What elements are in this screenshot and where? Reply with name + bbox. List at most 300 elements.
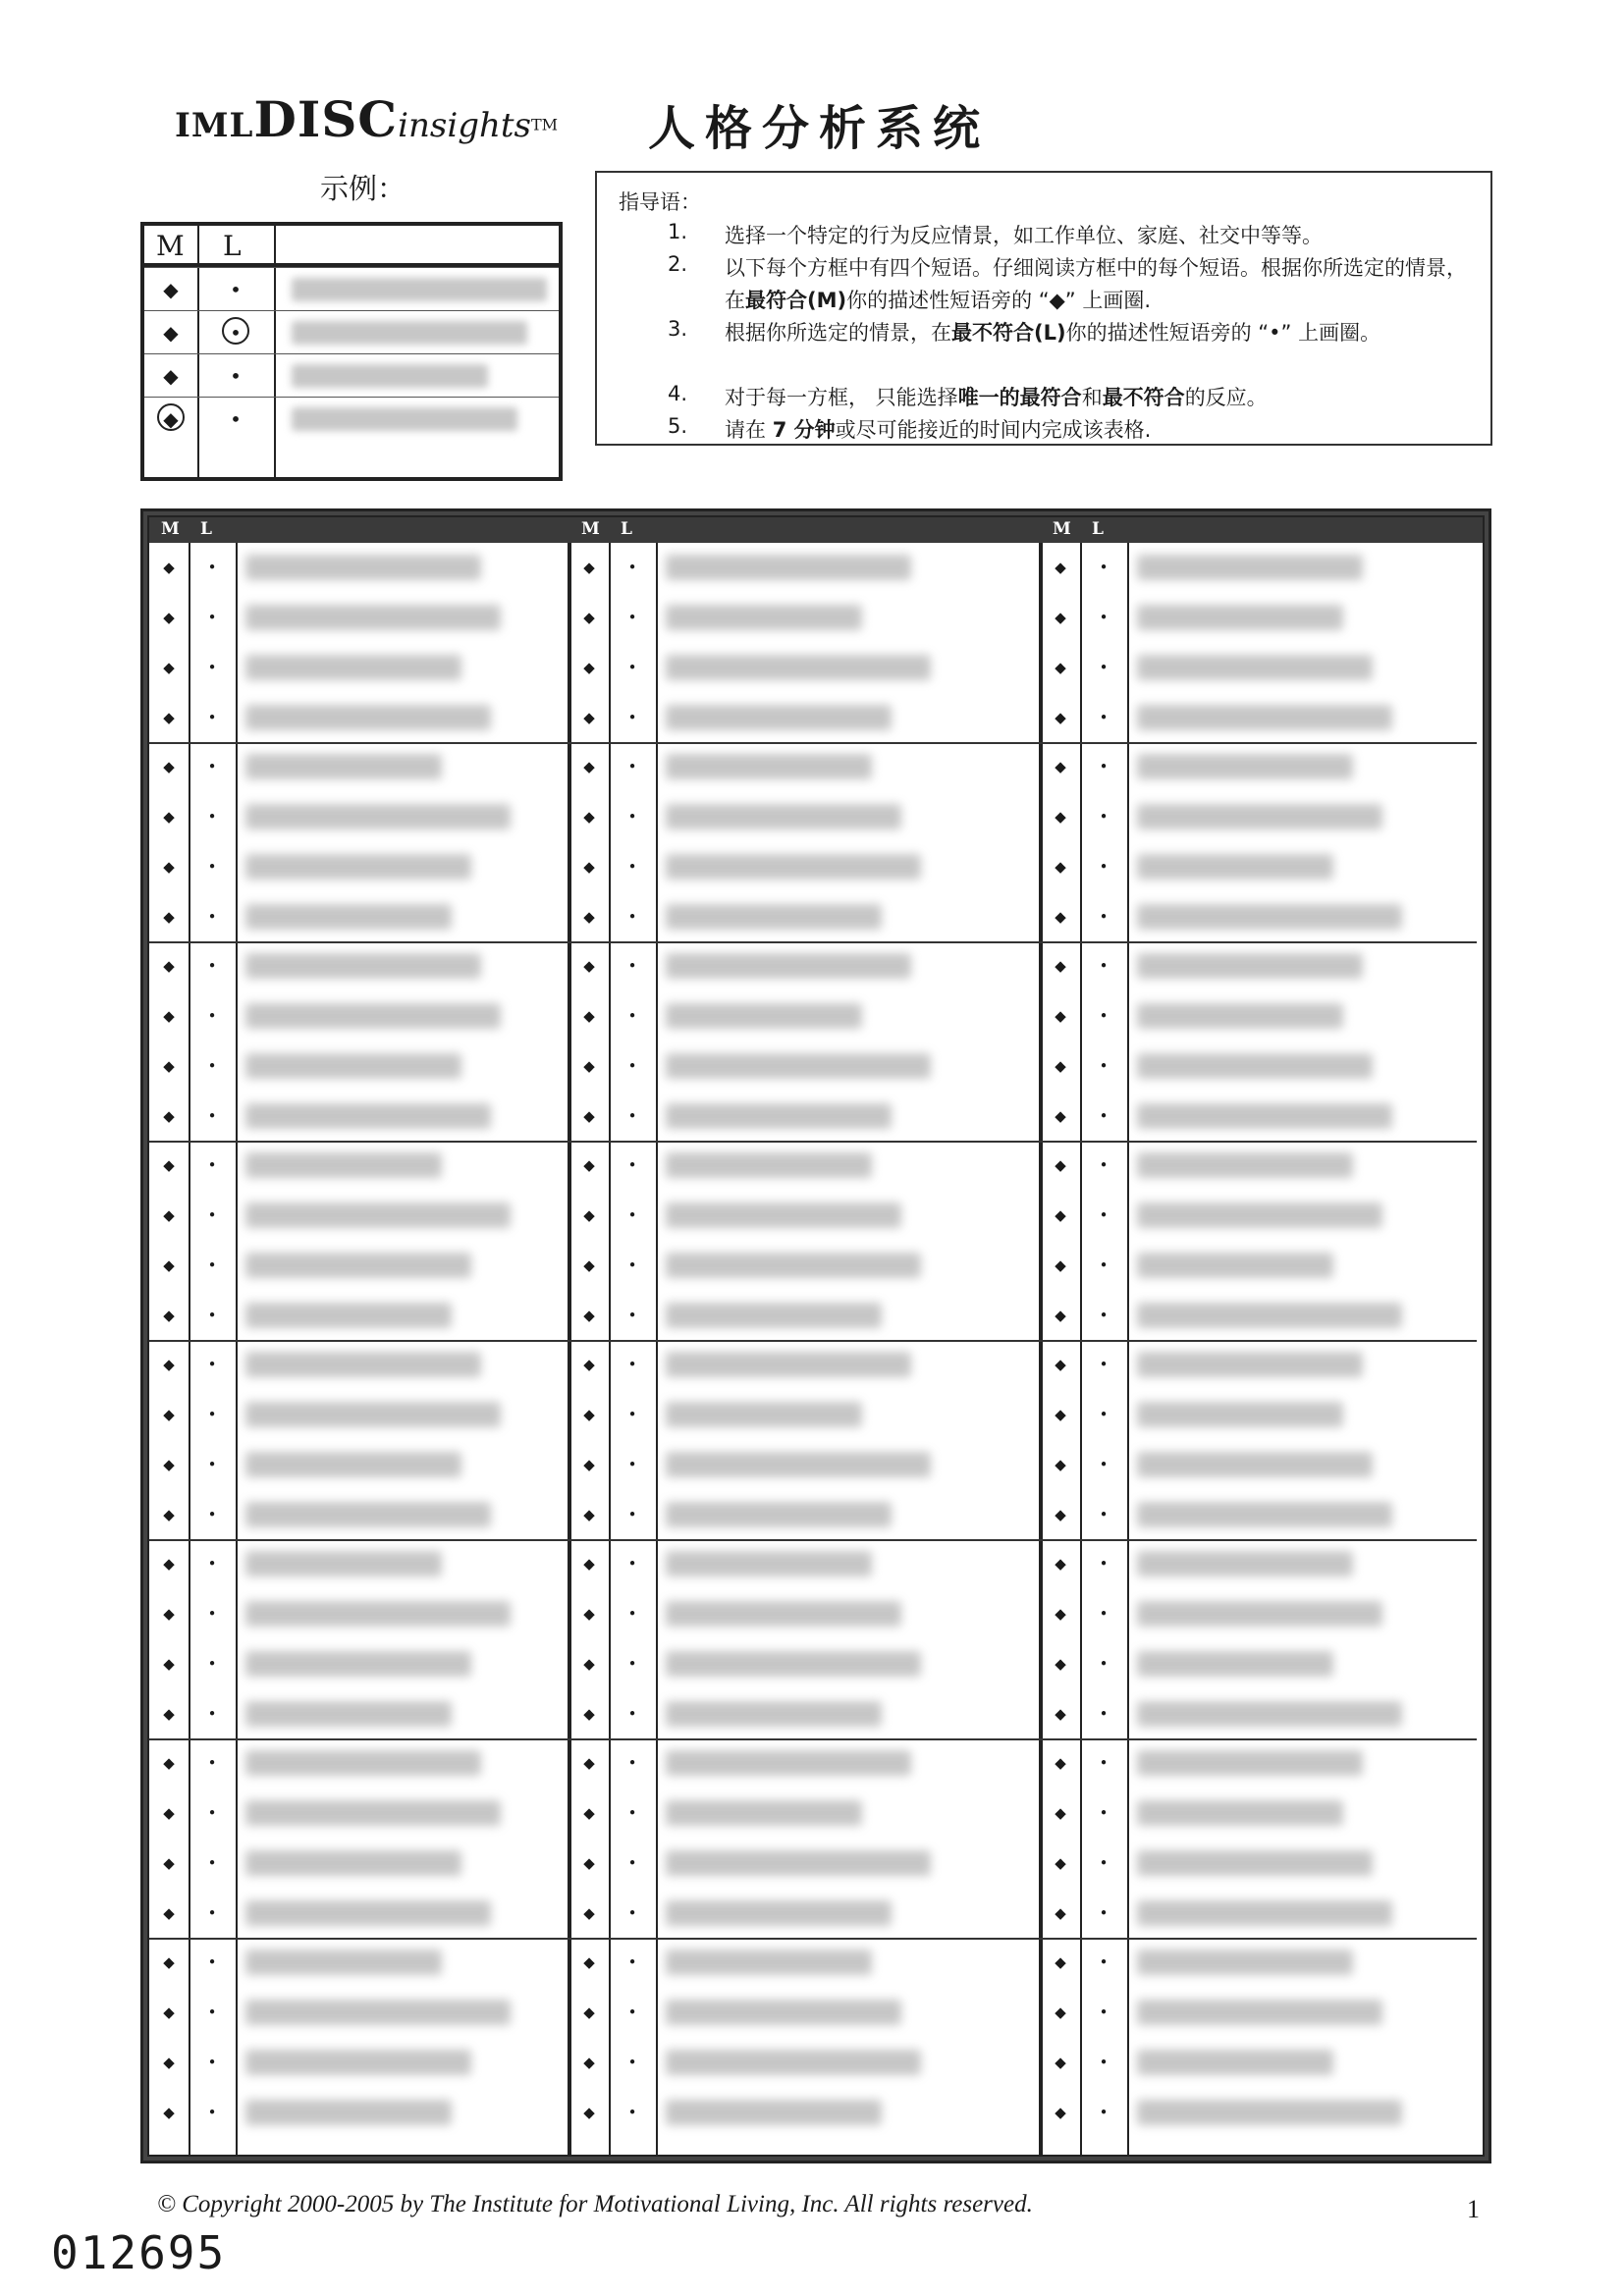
least-dot-option[interactable]: •: [627, 658, 637, 676]
redacted-phrase: [1137, 854, 1333, 880]
most-diamond-option[interactable]: ◆: [163, 1255, 175, 1274]
most-diamond-option[interactable]: ◆: [583, 857, 595, 876]
redacted-phrase: [245, 1551, 442, 1576]
redacted-phrase: [666, 655, 931, 680]
logo-main: DISC: [253, 90, 399, 148]
least-dot-option[interactable]: •: [627, 907, 637, 926]
most-diamond-option[interactable]: ◆: [1055, 559, 1066, 577]
most-diamond-option[interactable]: ◆: [583, 708, 595, 726]
redacted-phrase: [1137, 754, 1353, 779]
most-diamond-option[interactable]: ◆: [583, 2103, 595, 2121]
most-diamond-option[interactable]: ◆: [1055, 1455, 1066, 1473]
redacted-phrase: [1137, 655, 1373, 680]
group-separator: [149, 1141, 1477, 1143]
example-row: [144, 267, 559, 311]
table-body: [147, 515, 1485, 2157]
least-dot-option[interactable]: •: [1099, 1255, 1109, 1274]
least-dot-option[interactable]: •: [1099, 1455, 1109, 1473]
most-diamond-option[interactable]: ◆: [1055, 907, 1066, 926]
least-dot-option[interactable]: •: [1099, 2053, 1109, 2071]
group-separator: [149, 1340, 1477, 1342]
least-dot-option[interactable]: •: [207, 1555, 217, 1574]
table-header-bar: [149, 517, 1483, 543]
most-diamond-option[interactable]: ◆: [583, 1505, 595, 1523]
most-diamond-option[interactable]: ◆: [163, 1206, 175, 1225]
redacted-phrase: [292, 278, 547, 301]
most-diamond-option[interactable]: ◆: [1055, 1853, 1066, 1872]
redacted-phrase: [666, 953, 911, 979]
least-dot-option[interactable]: •: [627, 1306, 637, 1324]
least-dot-option[interactable]: •: [627, 2003, 637, 2022]
least-dot-option[interactable]: •: [207, 1455, 217, 1473]
most-diamond-option[interactable]: ◆: [1055, 1903, 1066, 1922]
example-box: [140, 222, 563, 481]
redacted-phrase: [1137, 1303, 1402, 1328]
least-dot-option[interactable]: •: [1099, 2103, 1109, 2121]
least-dot-option[interactable]: •: [1099, 1953, 1109, 1972]
most-diamond-option[interactable]: ◆: [583, 1255, 595, 1274]
most-diamond-option[interactable]: ◆: [163, 1505, 175, 1523]
least-dot-option[interactable]: •: [207, 808, 217, 827]
most-diamond-option[interactable]: ◆: [583, 1007, 595, 1026]
redacted-phrase: [245, 1352, 481, 1377]
redacted-phrase: [666, 1850, 931, 1876]
least-dot-option[interactable]: •: [207, 658, 217, 676]
least-dot-option[interactable]: •: [207, 1206, 217, 1225]
most-diamond-option[interactable]: ◆: [583, 1056, 595, 1075]
least-dot-option[interactable]: •: [207, 559, 217, 577]
most-diamond-option[interactable]: ◆: [1055, 1356, 1066, 1374]
example-label: 示例：: [320, 172, 406, 205]
most-diamond-option[interactable]: ◆: [163, 708, 175, 726]
redacted-phrase: [292, 407, 517, 431]
least-dot-option[interactable]: •: [207, 1356, 217, 1374]
least-dot-option[interactable]: •: [627, 1754, 637, 1773]
most-diamond-option[interactable]: ◆: [1055, 2103, 1066, 2121]
least-dot-option[interactable]: •: [627, 1953, 637, 1972]
most-diamond-option[interactable]: ◆: [583, 1654, 595, 1673]
least-dot-option[interactable]: •: [627, 1804, 637, 1823]
redacted-phrase: [666, 1949, 872, 1975]
redacted-phrase: [245, 1502, 491, 1527]
most-diamond-option[interactable]: ◆: [1055, 708, 1066, 726]
least-dot-option[interactable]: •: [1099, 758, 1109, 776]
most-diamond-option[interactable]: ◆: [1055, 1406, 1066, 1424]
example-l-dot: •: [230, 278, 242, 301]
most-diamond-option[interactable]: ◆: [163, 1056, 175, 1075]
example-l-dot: •: [230, 321, 242, 345]
redacted-phrase: [666, 1402, 862, 1427]
most-diamond-option[interactable]: ◆: [1055, 1206, 1066, 1225]
column-header-m: M: [161, 519, 180, 539]
least-dot-option[interactable]: •: [1099, 1555, 1109, 1574]
most-diamond-option[interactable]: ◆: [1055, 1306, 1066, 1324]
most-diamond-option[interactable]: ◆: [1055, 2053, 1066, 2071]
most-diamond-option[interactable]: ◆: [1055, 1654, 1066, 1673]
least-dot-option[interactable]: •: [1099, 1356, 1109, 1374]
least-dot-option[interactable]: •: [1099, 857, 1109, 876]
least-dot-option[interactable]: •: [207, 2003, 217, 2022]
example-row: [144, 353, 559, 398]
redacted-phrase: [245, 1750, 481, 1776]
most-diamond-option[interactable]: ◆: [1055, 1505, 1066, 1523]
redacted-phrase: [666, 1452, 931, 1477]
most-diamond-option[interactable]: ◆: [1055, 1555, 1066, 1574]
redacted-phrase: [666, 1253, 921, 1278]
least-dot-option[interactable]: •: [207, 1853, 217, 1872]
least-dot-option[interactable]: •: [207, 957, 217, 976]
column-header-l: L: [1092, 519, 1104, 539]
most-diamond-option[interactable]: ◆: [163, 1654, 175, 1673]
instruction-text: [725, 252, 1481, 317]
most-diamond-option[interactable]: ◆: [1055, 1056, 1066, 1075]
least-dot-option[interactable]: •: [627, 1853, 637, 1872]
most-diamond-option[interactable]: ◆: [1055, 2003, 1066, 2022]
redacted-phrase: [666, 1303, 882, 1328]
redacted-phrase: [1137, 1103, 1392, 1129]
redacted-phrase: [666, 2050, 921, 2075]
redacted-phrase: [1137, 1352, 1363, 1377]
least-dot-option[interactable]: •: [1099, 1654, 1109, 1673]
most-diamond-option[interactable]: ◆: [583, 1804, 595, 1823]
most-diamond-option[interactable]: ◆: [1055, 1255, 1066, 1274]
least-dot-option[interactable]: •: [207, 907, 217, 926]
most-diamond-option[interactable]: ◆: [163, 808, 175, 827]
least-dot-option[interactable]: •: [1099, 1156, 1109, 1175]
least-dot-option[interactable]: •: [627, 1605, 637, 1624]
least-dot-option[interactable]: •: [1099, 1605, 1109, 1624]
least-dot-option[interactable]: •: [627, 708, 637, 726]
most-diamond-option[interactable]: ◆: [163, 1455, 175, 1473]
least-dot-option[interactable]: •: [207, 708, 217, 726]
least-dot-option[interactable]: •: [627, 758, 637, 776]
redacted-phrase: [1137, 1502, 1392, 1527]
least-dot-option[interactable]: •: [207, 1306, 217, 1324]
most-diamond-option[interactable]: ◆: [163, 1406, 175, 1424]
most-diamond-option[interactable]: ◆: [583, 1953, 595, 1972]
least-dot-option[interactable]: •: [627, 609, 637, 627]
least-dot-option[interactable]: •: [1099, 1056, 1109, 1075]
most-diamond-option[interactable]: ◆: [583, 957, 595, 976]
most-diamond-option[interactable]: ◆: [583, 1455, 595, 1473]
least-dot-option[interactable]: •: [207, 1654, 217, 1673]
most-diamond-option[interactable]: ◆: [163, 758, 175, 776]
least-dot-option[interactable]: •: [1099, 1007, 1109, 1026]
least-dot-option[interactable]: •: [207, 1007, 217, 1026]
column-divider: [1127, 543, 1129, 2155]
most-diamond-option[interactable]: ◆: [1055, 957, 1066, 976]
redacted-phrase: [245, 1253, 471, 1278]
most-diamond-option[interactable]: ◆: [1055, 1754, 1066, 1773]
most-diamond-option[interactable]: ◆: [163, 1156, 175, 1175]
instruction-text-part: 以下每个方框中有四个短语。仔细阅读方框中的每个短语。根据你所选定的情景，在: [725, 256, 1467, 312]
redacted-phrase: [245, 2000, 511, 2025]
redacted-phrase: [666, 1800, 862, 1826]
most-diamond-option[interactable]: ◆: [583, 1156, 595, 1175]
least-dot-option[interactable]: •: [1099, 1306, 1109, 1324]
least-dot-option[interactable]: •: [627, 1555, 637, 1574]
page-number: 1: [1467, 2195, 1480, 2223]
most-diamond-option[interactable]: ◆: [163, 1853, 175, 1872]
redacted-phrase: [245, 953, 481, 979]
instruction-text-part: 对于每一方框， 只能选择: [725, 386, 958, 409]
most-diamond-option[interactable]: ◆: [163, 1356, 175, 1374]
redacted-phrase: [666, 1551, 872, 1576]
example-circle-mark: [157, 403, 185, 431]
least-dot-option[interactable]: •: [207, 609, 217, 627]
most-diamond-option[interactable]: ◆: [1055, 857, 1066, 876]
column-divider: [1080, 543, 1082, 2155]
most-diamond-option[interactable]: ◆: [1055, 1704, 1066, 1723]
most-diamond-option[interactable]: ◆: [163, 907, 175, 926]
most-diamond-option[interactable]: ◆: [163, 559, 175, 577]
least-dot-option[interactable]: •: [627, 1406, 637, 1424]
most-diamond-option[interactable]: ◆: [583, 1605, 595, 1624]
least-dot-option[interactable]: •: [207, 2053, 217, 2071]
most-diamond-option[interactable]: ◆: [583, 2053, 595, 2071]
least-dot-option[interactable]: •: [207, 1156, 217, 1175]
least-dot-option[interactable]: •: [1099, 609, 1109, 627]
redacted-phrase: [245, 605, 501, 630]
least-dot-option[interactable]: •: [627, 1106, 637, 1125]
most-diamond-option[interactable]: ◆: [163, 2003, 175, 2022]
most-diamond-option[interactable]: ◆: [163, 1953, 175, 1972]
redacted-phrase: [245, 1053, 461, 1079]
least-dot-option[interactable]: •: [627, 2053, 637, 2071]
instruction-text-part: 你的描述性短语旁的 “◆” 上画圈.: [846, 289, 1152, 312]
most-diamond-option[interactable]: ◆: [583, 1356, 595, 1374]
most-diamond-option[interactable]: ◆: [583, 808, 595, 827]
redacted-phrase: [666, 1701, 882, 1727]
most-diamond-option[interactable]: ◆: [1055, 758, 1066, 776]
redacted-phrase: [245, 2100, 452, 2125]
most-diamond-option[interactable]: ◆: [1055, 609, 1066, 627]
least-dot-option[interactable]: •: [207, 1406, 217, 1424]
most-diamond-option[interactable]: ◆: [583, 1555, 595, 1574]
least-dot-option[interactable]: •: [1099, 658, 1109, 676]
example-m-diamond: ◆: [163, 364, 179, 388]
least-dot-option[interactable]: •: [207, 758, 217, 776]
redacted-phrase: [666, 754, 872, 779]
most-diamond-option[interactable]: ◆: [583, 2003, 595, 2022]
least-dot-option[interactable]: •: [207, 857, 217, 876]
most-diamond-option[interactable]: ◆: [583, 758, 595, 776]
least-dot-option[interactable]: •: [1099, 1206, 1109, 1225]
redacted-phrase: [666, 605, 862, 630]
redacted-phrase: [666, 1103, 892, 1129]
most-diamond-option[interactable]: ◆: [583, 609, 595, 627]
least-dot-option[interactable]: •: [627, 1206, 637, 1225]
least-dot-option[interactable]: •: [627, 1356, 637, 1374]
redacted-phrase: [245, 655, 461, 680]
least-dot-option[interactable]: •: [1099, 1704, 1109, 1723]
instruction-text-bold: 最不符合(L): [951, 321, 1066, 345]
redacted-phrase: [666, 1352, 911, 1377]
most-diamond-option[interactable]: ◆: [163, 1555, 175, 1574]
redacted-phrase: [245, 1152, 442, 1178]
most-diamond-option[interactable]: ◆: [1055, 1156, 1066, 1175]
least-dot-option[interactable]: •: [627, 1455, 637, 1473]
least-dot-option[interactable]: •: [1099, 1853, 1109, 1872]
redacted-phrase: [1137, 1949, 1353, 1975]
most-diamond-option[interactable]: ◆: [1055, 1953, 1066, 1972]
most-diamond-option[interactable]: ◆: [163, 1704, 175, 1723]
least-dot-option[interactable]: •: [627, 1654, 637, 1673]
example-l-dot: •: [230, 407, 242, 431]
most-diamond-option[interactable]: ◆: [583, 1106, 595, 1125]
least-dot-option[interactable]: •: [627, 1156, 637, 1175]
instruction-text: [725, 382, 1481, 414]
least-dot-option[interactable]: •: [627, 1255, 637, 1274]
most-diamond-option[interactable]: ◆: [583, 1306, 595, 1324]
most-diamond-option[interactable]: ◆: [1055, 658, 1066, 676]
least-dot-option[interactable]: •: [627, 2103, 637, 2121]
logo-prefix: IML: [175, 106, 254, 145]
instruction-text-part: 根据你所选定的情景，在: [725, 321, 951, 345]
most-diamond-option[interactable]: ◆: [163, 609, 175, 627]
redacted-phrase: [245, 705, 491, 730]
most-diamond-option[interactable]: ◆: [583, 1206, 595, 1225]
redacted-phrase: [245, 2050, 471, 2075]
section-divider: [568, 543, 571, 2155]
least-dot-option[interactable]: •: [627, 1056, 637, 1075]
most-diamond-option[interactable]: ◆: [163, 1754, 175, 1773]
redacted-phrase: [1137, 1003, 1343, 1029]
redacted-phrase: [666, 1750, 911, 1776]
redacted-phrase: [1137, 1701, 1402, 1727]
least-dot-option[interactable]: •: [627, 1007, 637, 1026]
most-diamond-option[interactable]: ◆: [583, 1903, 595, 1922]
most-diamond-option[interactable]: ◆: [163, 1804, 175, 1823]
most-diamond-option[interactable]: ◆: [163, 658, 175, 676]
most-diamond-option[interactable]: ◆: [1055, 1106, 1066, 1125]
logo-trademark: TM: [530, 115, 559, 134]
least-dot-option[interactable]: •: [1099, 1903, 1109, 1922]
redacted-phrase: [666, 2100, 882, 2125]
least-dot-option[interactable]: •: [1099, 1406, 1109, 1424]
most-diamond-option[interactable]: ◆: [1055, 1804, 1066, 1823]
least-dot-option[interactable]: •: [1099, 1106, 1109, 1125]
most-diamond-option[interactable]: ◆: [1055, 808, 1066, 827]
redacted-phrase: [245, 804, 511, 829]
example-m-diamond: ◆: [163, 278, 179, 301]
most-diamond-option[interactable]: ◆: [1055, 1605, 1066, 1624]
most-diamond-option[interactable]: ◆: [583, 1853, 595, 1872]
instruction-text-part: 的反应。: [1184, 386, 1268, 409]
least-dot-option[interactable]: •: [1099, 1505, 1109, 1523]
least-dot-option[interactable]: •: [207, 1255, 217, 1274]
most-diamond-option[interactable]: ◆: [163, 857, 175, 876]
least-dot-option[interactable]: •: [1099, 907, 1109, 926]
column-header-m: M: [1053, 519, 1071, 539]
least-dot-option[interactable]: •: [207, 1605, 217, 1624]
least-dot-option[interactable]: •: [207, 1754, 217, 1773]
redacted-phrase: [1137, 1402, 1343, 1427]
least-dot-option[interactable]: •: [627, 957, 637, 976]
most-diamond-option[interactable]: ◆: [583, 1754, 595, 1773]
most-diamond-option[interactable]: ◆: [583, 1406, 595, 1424]
least-dot-option[interactable]: •: [1099, 559, 1109, 577]
least-dot-option[interactable]: •: [1099, 957, 1109, 976]
redacted-phrase: [1137, 1202, 1382, 1228]
redacted-phrase: [1137, 1253, 1333, 1278]
example-col-m: M: [156, 230, 185, 262]
example-row: [144, 310, 559, 354]
redacted-phrase: [666, 1601, 901, 1627]
column-divider: [609, 543, 611, 2155]
most-diamond-option[interactable]: ◆: [163, 1903, 175, 1922]
redacted-phrase: [245, 1800, 501, 1826]
least-dot-option[interactable]: •: [207, 1704, 217, 1723]
redacted-phrase: [1137, 1152, 1353, 1178]
least-dot-option[interactable]: •: [207, 1056, 217, 1075]
least-dot-option[interactable]: •: [207, 1804, 217, 1823]
example-m-diamond: ◆: [163, 321, 179, 345]
redacted-phrase: [245, 854, 471, 880]
most-diamond-option[interactable]: ◆: [163, 2103, 175, 2121]
least-dot-option[interactable]: •: [207, 1106, 217, 1125]
document-number: 012695: [51, 2226, 227, 2279]
most-diamond-option[interactable]: ◆: [163, 1106, 175, 1125]
least-dot-option[interactable]: •: [207, 1903, 217, 1922]
column-divider: [236, 543, 238, 2155]
redacted-phrase: [1137, 2050, 1333, 2075]
instructions-box: [595, 171, 1492, 446]
least-dot-option[interactable]: •: [627, 1505, 637, 1523]
least-dot-option[interactable]: •: [207, 1953, 217, 1972]
least-dot-option[interactable]: •: [627, 1903, 637, 1922]
most-diamond-option[interactable]: ◆: [163, 2053, 175, 2071]
redacted-phrase: [245, 1949, 442, 1975]
most-diamond-option[interactable]: ◆: [583, 559, 595, 577]
group-separator: [149, 1938, 1477, 1940]
redacted-phrase: [1137, 1651, 1333, 1677]
least-dot-option[interactable]: •: [1099, 1804, 1109, 1823]
instruction-text: 选择一个特定的行为反应情景，如工作单位、家庭、社交中等等。: [725, 224, 1323, 247]
most-diamond-option[interactable]: ◆: [583, 658, 595, 676]
redacted-phrase: [666, 1502, 892, 1527]
redacted-phrase: [666, 804, 901, 829]
redacted-phrase: [666, 1152, 872, 1178]
least-dot-option[interactable]: •: [207, 1505, 217, 1523]
least-dot-option[interactable]: •: [207, 2103, 217, 2121]
group-separator: [149, 1738, 1477, 1740]
least-dot-option[interactable]: •: [627, 1704, 637, 1723]
most-diamond-option[interactable]: ◆: [583, 1704, 595, 1723]
example-circle-mark: [222, 317, 249, 345]
instructions-heading: 指导语：: [619, 190, 701, 214]
least-dot-option[interactable]: •: [1099, 808, 1109, 827]
most-diamond-option[interactable]: ◆: [583, 907, 595, 926]
most-diamond-option[interactable]: ◆: [163, 957, 175, 976]
instruction-text: [725, 317, 1481, 349]
least-dot-option[interactable]: •: [627, 808, 637, 827]
redacted-phrase: [245, 754, 442, 779]
most-diamond-option[interactable]: ◆: [163, 1007, 175, 1026]
redacted-phrase: [245, 1103, 491, 1129]
most-diamond-option[interactable]: ◆: [1055, 1007, 1066, 1026]
least-dot-option[interactable]: •: [1099, 1754, 1109, 1773]
least-dot-option[interactable]: •: [627, 559, 637, 577]
example-header: [144, 226, 559, 267]
least-dot-option[interactable]: •: [1099, 2003, 1109, 2022]
most-diamond-option[interactable]: ◆: [163, 1605, 175, 1624]
least-dot-option[interactable]: •: [627, 857, 637, 876]
most-diamond-option[interactable]: ◆: [163, 1306, 175, 1324]
redacted-phrase: [666, 705, 892, 730]
least-dot-option[interactable]: •: [1099, 708, 1109, 726]
instruction-number: 4.: [668, 382, 688, 405]
